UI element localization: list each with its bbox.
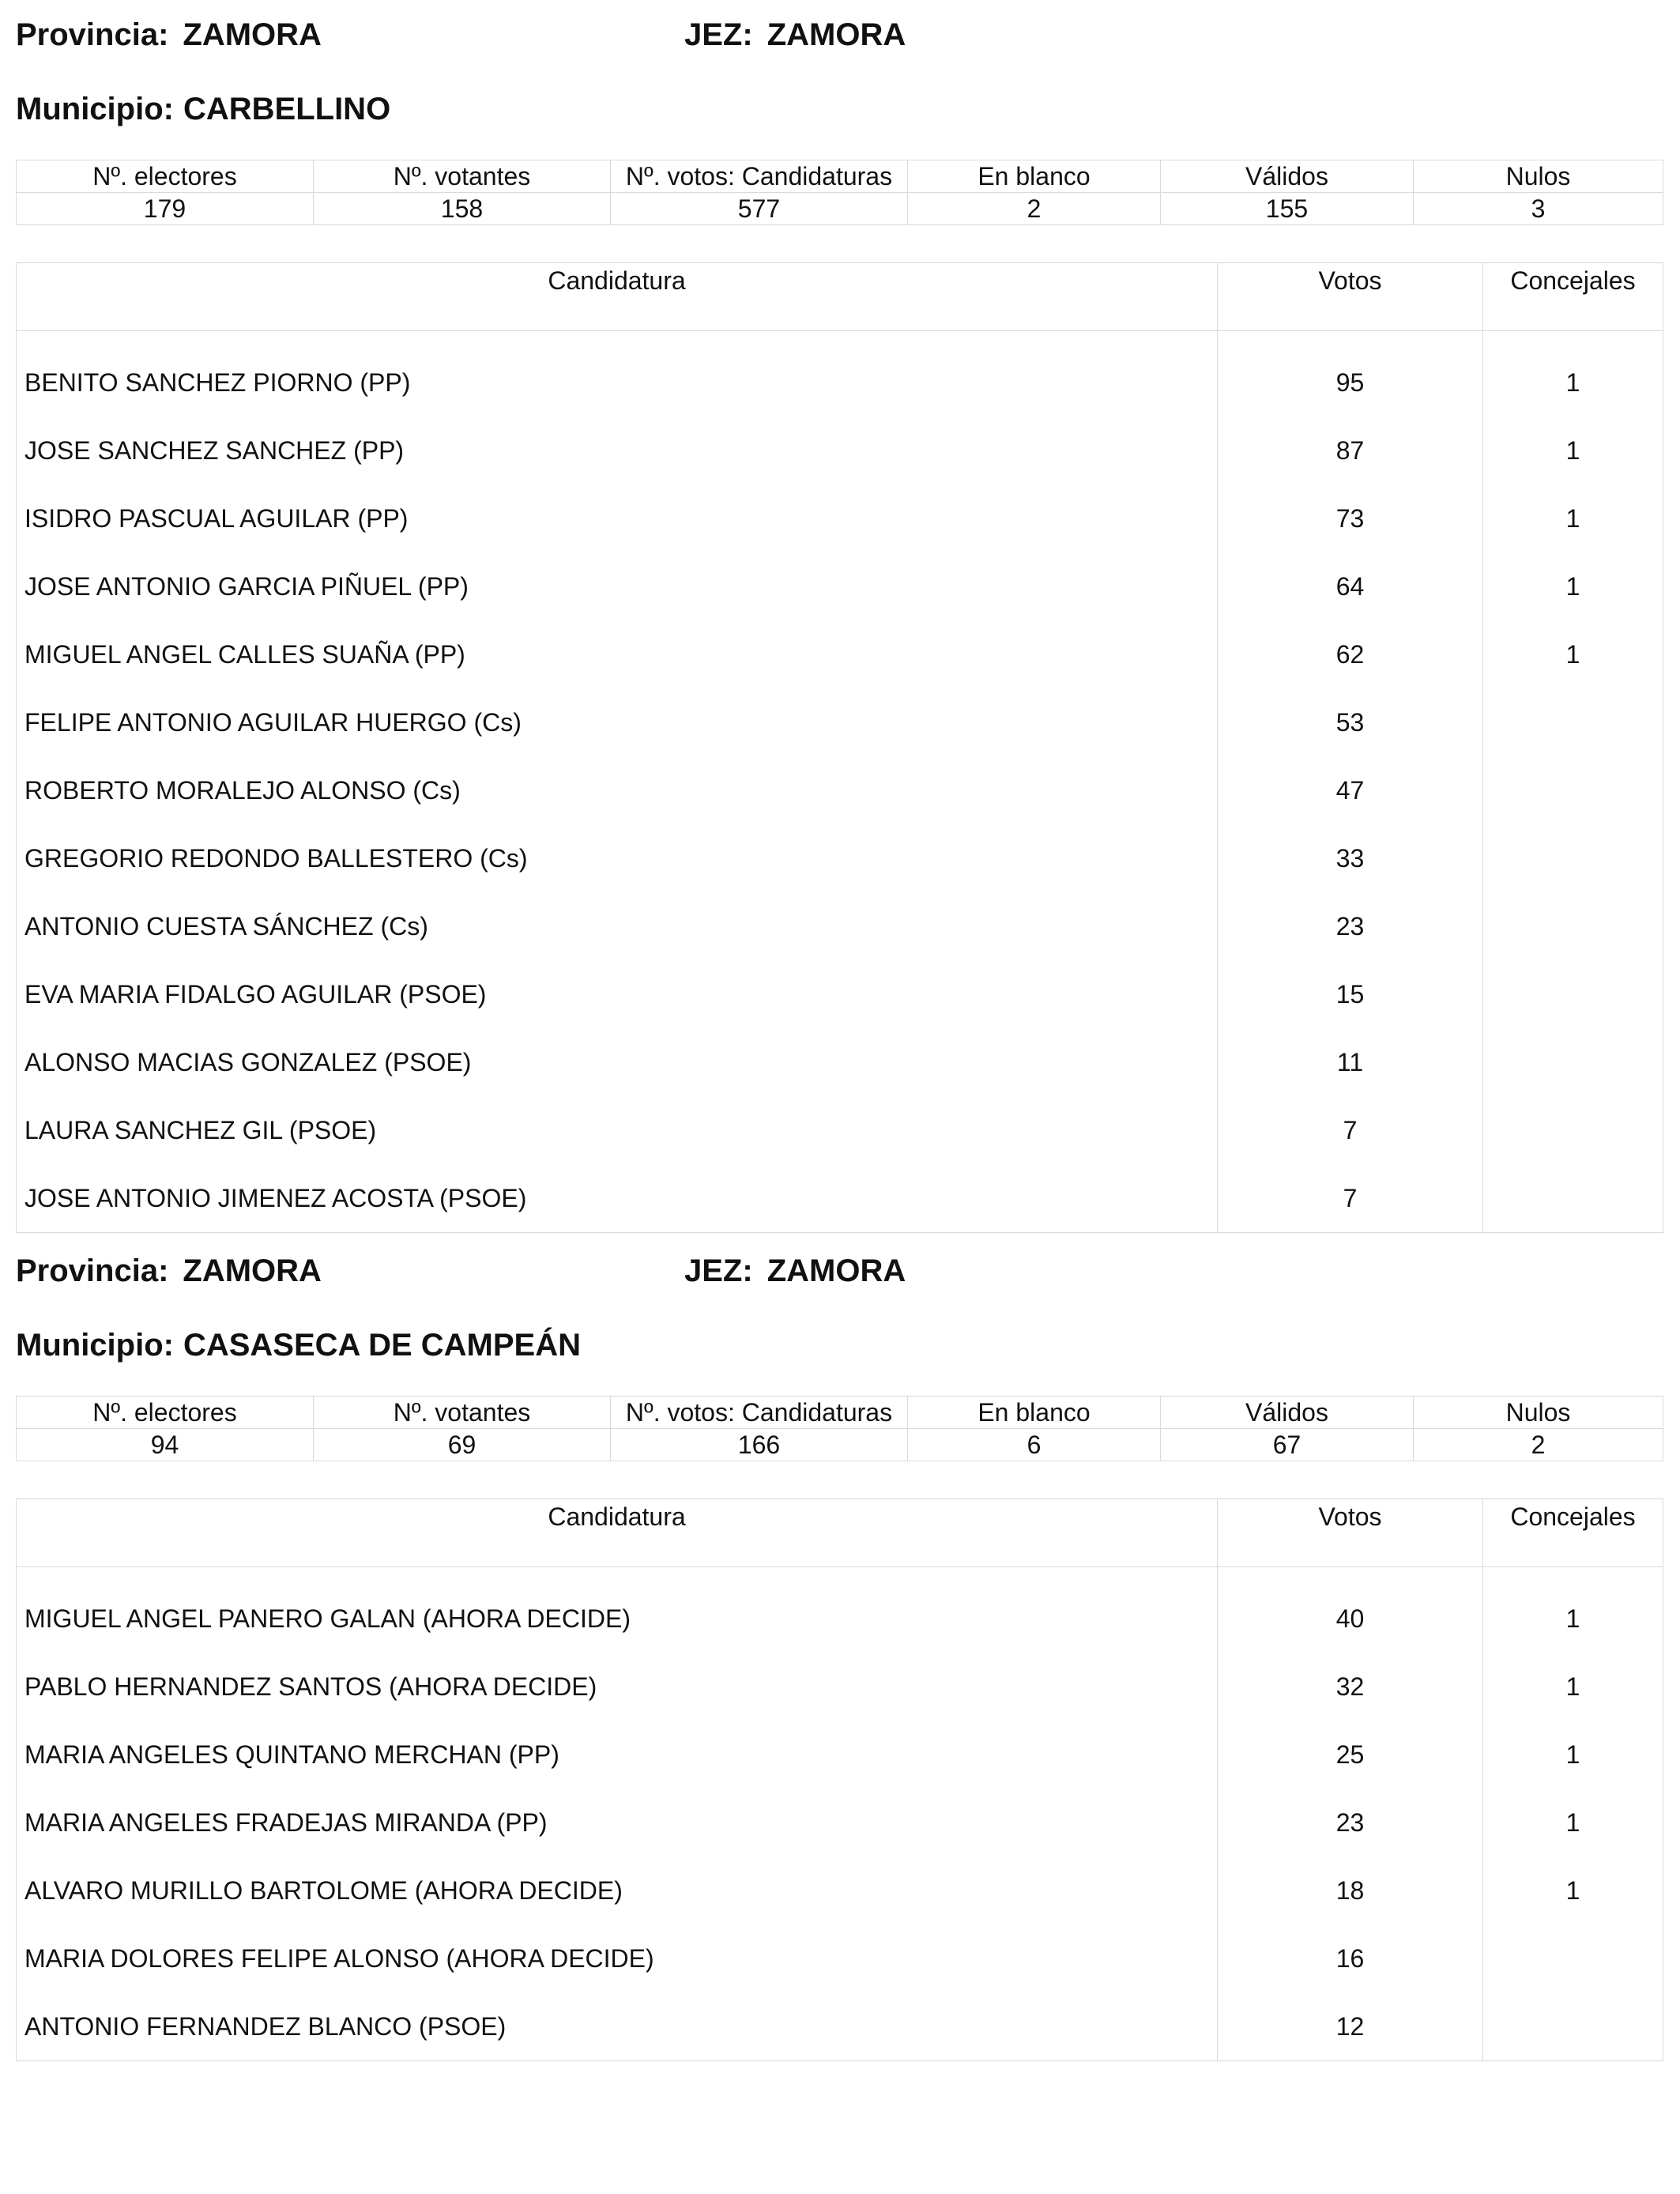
concejales-header: Concejales [1483,263,1663,331]
jez-value: ZAMORA [767,17,906,52]
jez-value: ZAMORA [767,1253,906,1288]
candidate-votes: 16 [1218,1924,1483,1992]
candidate-name: ROBERTO MORALEJO ALONSO (Cs) [24,775,461,805]
candidate-name: ALONSO MACIAS GONZALEZ (PSOE) [24,1047,472,1076]
electores-label: Nº. electores [17,160,314,193]
nulos-label: Nulos [1414,160,1663,193]
candidate-concejales: 1 [1483,1653,1663,1721]
candidates-header-row [17,1499,1663,1567]
stats-header-row [17,160,1663,193]
municipio-header [16,90,390,128]
candidate-row [17,1653,1663,1721]
candidate-name: BENITO SANCHEZ PIORNO (PP) [24,368,411,397]
candidate-name: ANTONIO CUESTA SÁNCHEZ (Cs) [24,911,428,941]
votantes-label: Nº. votantes [314,160,611,193]
electores-value: 94 [17,1429,314,1461]
candidate-concejales [1483,688,1663,756]
candidate-concejales [1483,1924,1663,1992]
candidate-concejales: 1 [1483,484,1663,552]
candidate-votes: 95 [1218,349,1483,417]
candidate-row [17,756,1663,824]
candidate-votes: 62 [1218,620,1483,688]
votos-header: Votos [1218,1499,1483,1567]
stats-header-row [17,1397,1663,1429]
candidate-votes: 87 [1218,417,1483,484]
candidate-concejales: 1 [1483,620,1663,688]
municipality-section [16,1252,1663,2066]
candidate-row [17,1789,1663,1857]
candidate-votes: 53 [1218,688,1483,756]
provincia-header [16,16,322,54]
candidate-concejales [1483,1164,1663,1233]
candidate-votes: 23 [1218,892,1483,960]
votos-candidaturas-label: Nº. votos: Candidaturas [611,1397,908,1429]
validos-label: Válidos [1161,1397,1414,1429]
candidate-name: MARIA ANGELES QUINTANO MERCHAN (PP) [24,1740,559,1769]
municipio-label: Municipio: [16,1328,174,1363]
validos-value: 155 [1161,193,1414,225]
votos-candidaturas-label: Nº. votos: Candidaturas [611,160,908,193]
stats-table [16,1396,1663,1461]
candidate-concejales [1483,824,1663,892]
candidate-votes: 12 [1218,1992,1483,2061]
votos-header: Votos [1218,263,1483,331]
candidate-concejales [1483,1028,1663,1096]
jez-label: JEZ: [684,1253,753,1288]
candidatura-header: Candidatura [17,263,1218,331]
candidate-row [17,892,1663,960]
candidate-row [17,1924,1663,1992]
candidate-votes: 15 [1218,960,1483,1028]
candidates-table [16,1498,1663,2061]
candidate-name: EVA MARIA FIDALGO AGUILAR (PSOE) [24,979,487,1008]
nulos-value: 2 [1414,1429,1663,1461]
candidate-row [17,620,1663,688]
candidate-concejales [1483,892,1663,960]
candidates-header-row [17,263,1663,331]
candidate-name: ALVARO MURILLO BARTOLOME (AHORA DECIDE) [24,1875,623,1905]
nulos-value: 3 [1414,193,1663,225]
candidate-name: JOSE ANTONIO GARCIA PIÑUEL (PP) [24,571,469,601]
stats-table [16,160,1663,225]
en-blanco-label: En blanco [908,160,1161,193]
candidate-name: JOSE SANCHEZ SANCHEZ (PP) [24,435,405,465]
concejales-header: Concejales [1483,1499,1663,1567]
candidate-name: ISIDRO PASCUAL AGUILAR (PP) [24,503,409,533]
candidate-row [17,417,1663,484]
candidate-row [17,484,1663,552]
en-blanco-value: 6 [908,1429,1161,1461]
candidate-row [17,552,1663,620]
candidate-concejales: 1 [1483,1857,1663,1924]
candidate-row [17,1721,1663,1789]
candidate-votes: 32 [1218,1653,1483,1721]
candidate-votes: 11 [1218,1028,1483,1096]
candidate-row [17,1096,1663,1164]
candidate-row [17,688,1663,756]
candidate-name: MIGUEL ANGEL PANERO GALAN (AHORA DECIDE) [24,1604,631,1633]
jez-header [684,16,906,54]
votantes-value: 158 [314,193,611,225]
provincia-header [16,1252,322,1290]
candidate-concejales [1483,960,1663,1028]
candidate-votes: 64 [1218,552,1483,620]
provincia-label: Provincia: [16,17,169,52]
candidate-name: MARIA DOLORES FELIPE ALONSO (AHORA DECIDE) [24,1943,654,1973]
candidate-concejales: 1 [1483,349,1663,417]
candidate-votes: 7 [1218,1164,1483,1233]
candidate-votes: 47 [1218,756,1483,824]
candidate-concejales [1483,756,1663,824]
candidate-name: ANTONIO FERNANDEZ BLANCO (PSOE) [24,2011,507,2041]
candidate-concejales [1483,1096,1663,1164]
municipio-value: CASASECA DE CAMPEÁN [183,1328,581,1363]
municipio-label: Municipio: [16,92,174,126]
candidates-body [17,331,1663,1233]
municipio-header [16,1326,581,1364]
en-blanco-value: 2 [908,193,1161,225]
candidate-row [17,1585,1663,1653]
candidate-name: MARIA ANGELES FRADEJAS MIRANDA (PP) [24,1808,548,1837]
candidates-table [16,262,1663,1233]
candidate-row [17,1992,1663,2061]
candidate-name: GREGORIO REDONDO BALLESTERO (Cs) [24,843,528,873]
stats-values-row [17,193,1663,225]
candidatura-header: Candidatura [17,1499,1218,1567]
candidate-votes: 73 [1218,484,1483,552]
provincia-label: Provincia: [16,1253,169,1288]
candidate-name: FELIPE ANTONIO AGUILAR HUERGO (Cs) [24,707,522,737]
candidate-row [17,1857,1663,1924]
municipio-value: CARBELLINO [183,92,391,126]
candidate-name: LAURA SANCHEZ GIL (PSOE) [24,1115,377,1144]
candidate-concejales: 1 [1483,1585,1663,1653]
jez-label: JEZ: [684,17,753,52]
candidate-concejales: 1 [1483,1721,1663,1789]
votos-candidaturas-value: 166 [611,1429,908,1461]
provincia-value: ZAMORA [183,1253,322,1288]
votantes-value: 69 [314,1429,611,1461]
municipality-section [16,16,1663,1225]
candidate-concejales: 1 [1483,552,1663,620]
candidate-row [17,1164,1663,1233]
candidate-concejales [1483,1992,1663,2061]
candidate-row [17,349,1663,417]
nulos-label: Nulos [1414,1397,1663,1429]
electores-value: 179 [17,193,314,225]
candidate-concejales: 1 [1483,1789,1663,1857]
candidate-name: MIGUEL ANGEL CALLES SUAÑA (PP) [24,639,465,669]
candidate-concejales: 1 [1483,417,1663,484]
candidate-votes: 25 [1218,1721,1483,1789]
candidate-votes: 40 [1218,1585,1483,1653]
candidate-name: JOSE ANTONIO JIMENEZ ACOSTA (PSOE) [24,1183,527,1212]
candidate-votes: 18 [1218,1857,1483,1924]
candidate-name: PABLO HERNANDEZ SANTOS (AHORA DECIDE) [24,1672,597,1701]
votos-candidaturas-value: 577 [611,193,908,225]
validos-value: 67 [1161,1429,1414,1461]
en-blanco-label: En blanco [908,1397,1161,1429]
candidate-votes: 23 [1218,1789,1483,1857]
electores-label: Nº. electores [17,1397,314,1429]
candidate-votes: 7 [1218,1096,1483,1164]
validos-label: Válidos [1161,160,1414,193]
stats-values-row [17,1429,1663,1461]
candidate-row [17,1028,1663,1096]
candidate-row [17,960,1663,1028]
candidate-votes: 33 [1218,824,1483,892]
votantes-label: Nº. votantes [314,1397,611,1429]
candidate-row [17,824,1663,892]
candidates-body [17,1567,1663,2061]
provincia-value: ZAMORA [183,17,322,52]
jez-header [684,1252,906,1290]
